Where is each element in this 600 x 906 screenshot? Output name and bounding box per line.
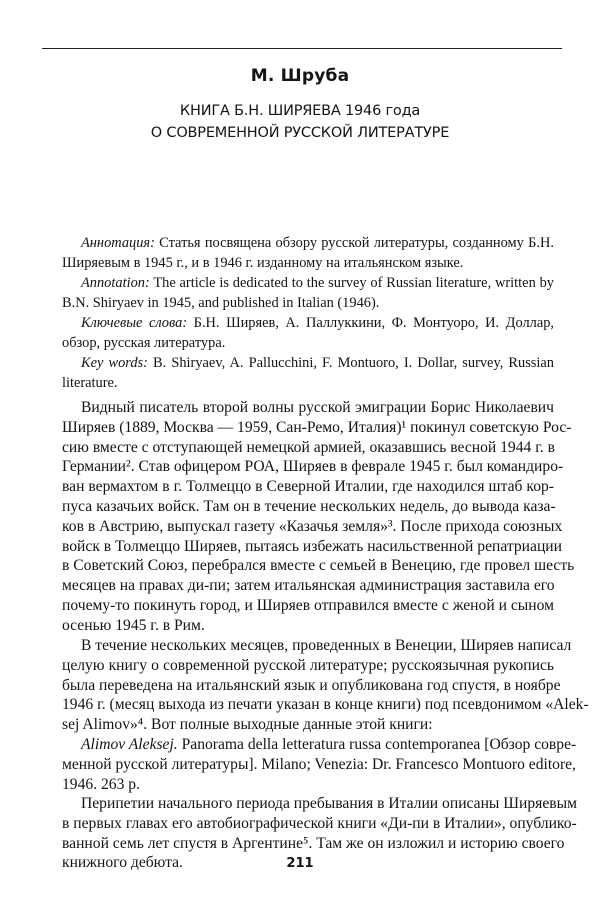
page-number: 211 — [286, 856, 314, 871]
keywords-en — [62, 353, 554, 393]
abstract-en-label: Annotation: — [81, 275, 150, 291]
text-line: ван вермахтом в г. Толмеццо в Северной Италии, где находился штаб кор- — [62, 478, 554, 496]
text-line: sej Alimov»⁴. Вот полные выходные данные этой книги: — [62, 716, 433, 734]
abstract-ru-label: Аннотация: — [81, 235, 155, 251]
keywords-ru — [62, 313, 554, 353]
keywords-ru-label: Ключевые слова: — [81, 315, 188, 331]
article-author: М. Шруба — [250, 66, 350, 86]
keywords-en-label: Key words: — [81, 355, 148, 371]
text-line: в первых главах его автобиографической книги «Ди-пи в Италии», опублико- — [62, 814, 577, 832]
article-title-line-2: О СОВРЕМЕННОЙ РУССКОЙ ЛИТЕРАТУРЕ — [150, 125, 450, 141]
text-line: В течение нескольких месяцев, проведенных в Венеции, Ширяев написал — [81, 637, 572, 654]
article-title-line-1: КНИГА Б.Н. ШИРЯЕВА 1946 года — [179, 103, 421, 119]
text-line: месяцев на правах ди-пи; затем итальянская администрация заставила его — [62, 577, 555, 595]
bibliographic-entry — [62, 735, 577, 794]
paragraph-2 — [62, 636, 589, 735]
text-line: ков в Австрию, выпускал газету «Казачья земля»³. После прихода союзных — [62, 517, 563, 535]
text-line: была переведена на итальянский язык и опубликована год спустя, в ноябре — [62, 676, 561, 694]
text-line: 1946. 263 p. — [62, 775, 140, 793]
text-line: почему-то покинуть город, и Ширяев отправился вместе с женой и сыном — [62, 596, 554, 614]
abstract-en-text: The article is dedicated to the survey of Russian literature, written by B.N. Shiryaev in 1945, and published in Italian (1946). — [62, 275, 554, 311]
text-line: менной русской литературы]. Milano; Venezia: Dr. Francesco Montuoro editore, — [62, 755, 576, 773]
text-line: Германии². Став офицером РОА, Ширяев в феврале 1945 г. был командиро- — [62, 458, 564, 476]
text-line: Видный писатель второй волны русской эмиграции Борис Николаевич — [81, 399, 554, 416]
abstract-ru — [62, 233, 554, 273]
text-line: Перипетии начального периода пребывания в Италии описаны Ширяевым — [81, 795, 577, 812]
bib-title: Panorama della letteratura russa contemporanea [Обзор совре- — [177, 736, 577, 753]
paragraph-1 — [62, 398, 575, 636]
text-line: осенью 1945 г. в Рим. — [62, 616, 205, 634]
text-line: Ширяев (1889, Москва — 1959, Сан-Ремо, Италия)¹ покинул советскую Рос- — [62, 418, 572, 436]
text-line: сию вместе с отступающей немецкой армией, оказавшись весной 1944 г. в — [62, 438, 556, 456]
text-line: в Советский Союз, перебрался вместе с семьей в Венецию, где провел шесть — [62, 557, 575, 575]
header-rule — [42, 48, 562, 49]
abstract-ru-text: Статья посвящена обзору русской литературы, созданному Б.Н. Ширяевым в 1945 г., и в 1946 г. изданному на итальянском языке. — [62, 235, 554, 271]
text-line: 1946 г. (месяц выхода из печати указан в конце книги) под псевдонимом «Alek- — [62, 696, 589, 714]
keywords-ru-text: Б.Н. Ширяев, А. Паллуккини, Ф. Монтуоро, И. Доллар, обзор, русская литература. — [62, 315, 555, 351]
keywords-en-text: B. Shiryaev, A. Pallucchini, F. Montuoro, I. Dollar, survey, Russian literature. — [62, 355, 554, 391]
text-line: целую книгу о современной русской литературе; русскоязычная рукопись — [62, 656, 554, 674]
text-line: ванной семь лет спустя в Аргентине⁵. Там же он изложил и историю своего — [62, 834, 565, 852]
text-line: пуса казачьих войск. Там он в течение нескольких недель, до вывода каза- — [62, 497, 556, 515]
bib-author: Alimov Aleksej. — [81, 736, 178, 753]
text-line — [62, 735, 577, 755]
text-line: войск в Толмеццо Ширяев, пытаясь избежать насильственной репатриации — [62, 537, 562, 555]
abstract-en — [62, 273, 554, 313]
text-line: книжного дебюта. — [62, 854, 183, 872]
